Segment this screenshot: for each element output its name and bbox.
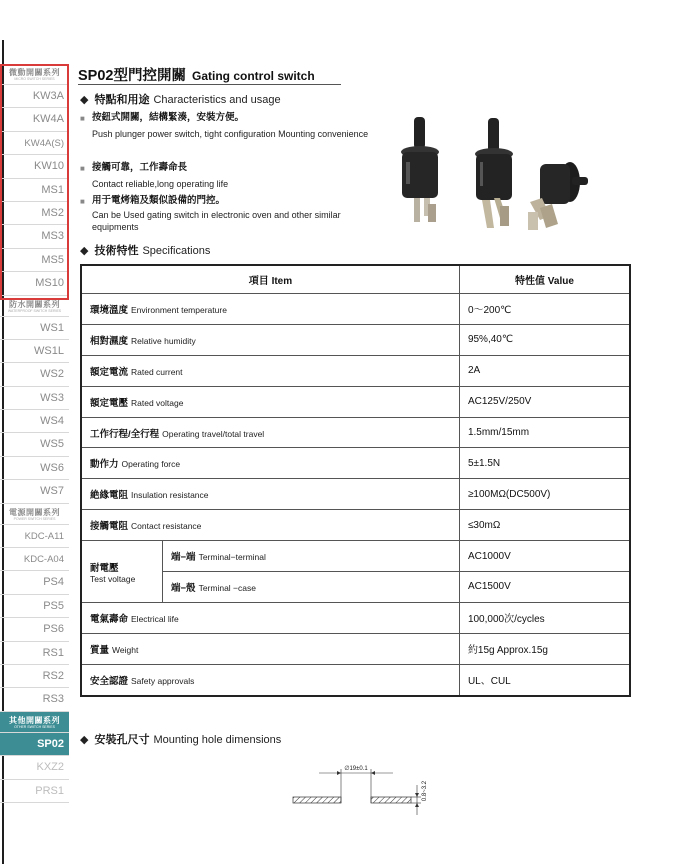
sidebar-item-ms3[interactable]: MS3 xyxy=(0,225,69,248)
param-value: AC125V/250V xyxy=(459,386,630,417)
table-row xyxy=(81,417,630,448)
sidebar-item-kw4a[interactable]: KW4A xyxy=(0,108,69,131)
section-title: 防水開關系列 xyxy=(9,299,60,309)
param-value: 1.5mm/15mm xyxy=(459,417,630,448)
section-subtitle: WATERPROOF SWITCH SERIES xyxy=(7,308,62,313)
param-zh: 安全認證 xyxy=(90,675,129,687)
section-title: 微動開關系列 xyxy=(9,68,60,77)
table-row xyxy=(81,355,630,386)
feature-item xyxy=(80,193,370,233)
sub-param-zh: 端−殼 xyxy=(171,582,196,594)
sidebar-item-ws6[interactable]: WS6 xyxy=(0,457,69,480)
param-zh: 耐電壓 xyxy=(90,562,119,574)
param-value: ≤30mΩ xyxy=(459,510,630,541)
sidebar-item-kdc-a04[interactable]: KDC-A04 xyxy=(0,548,69,571)
sidebar-item-ws7[interactable]: WS7 xyxy=(0,480,69,503)
param-value: 0～200℃ xyxy=(459,294,630,325)
feature-zh: 用于電烤箱及類似設備的門控。 xyxy=(92,195,226,206)
param-en: Weight xyxy=(112,644,139,655)
sidebar-item-ps4[interactable]: PS4 xyxy=(0,571,69,594)
section-subtitle: POWER SWITCH SERIES xyxy=(13,516,56,521)
feature-item xyxy=(80,160,370,192)
table-row xyxy=(81,633,630,664)
diamond-icon: ◆ xyxy=(80,734,89,746)
param-en: Safety approvals xyxy=(131,675,195,686)
param-zh: 額定電流 xyxy=(90,366,129,378)
param-zh: 接觸電阻 xyxy=(90,521,129,533)
diameter-dimension-label: ∅19±0.1 xyxy=(344,766,368,772)
heading-en: Specifications xyxy=(142,245,211,257)
sidebar-item-ps6[interactable]: PS6 xyxy=(0,618,69,641)
param-value: AC1000V xyxy=(459,541,630,572)
sub-param-en: Terminal −case xyxy=(198,582,256,593)
param-zh: 環境溫度 xyxy=(90,304,129,316)
feature-en: Contact reliable,long operating life xyxy=(92,179,229,189)
thickness-dimension-label: 0.8~3.2 xyxy=(422,780,428,802)
feature-en: Can be Used gating switch in electronic oven and other similar equipments xyxy=(92,210,341,232)
param-value: 100,000次/cycles xyxy=(459,602,630,633)
sidebar-item-kdc-a11[interactable]: KDC-A11 xyxy=(0,525,69,548)
sidebar-item-rs1[interactable]: RS1 xyxy=(0,642,69,665)
table-row xyxy=(81,294,630,325)
feature-item xyxy=(80,110,370,142)
heading-en: Characteristics and usage xyxy=(153,94,281,106)
feature-en: Push plunger power switch, tight configuration Mounting convenience xyxy=(92,129,369,139)
sub-param-en: Terminal−terminal xyxy=(198,552,266,563)
header-item: 項目 Item xyxy=(81,265,459,294)
sub-param-zh: 端−端 xyxy=(171,552,196,564)
table-header-row xyxy=(81,265,630,294)
heading-en: Mounting hole dimensions xyxy=(153,734,282,746)
sidebar-item-ps5[interactable]: PS5 xyxy=(0,595,69,618)
sidebar-item-kw10[interactable]: KW10 xyxy=(0,155,69,178)
sidebar-item-prs1[interactable]: PRS1 xyxy=(0,780,69,803)
title-underline xyxy=(78,84,341,85)
diamond-icon: ◆ xyxy=(80,245,89,257)
header-value: 特性值 Value xyxy=(459,265,630,294)
test-voltage-label xyxy=(81,541,163,603)
square-bullet-icon: ■ xyxy=(80,164,85,173)
param-value: 95%,40℃ xyxy=(459,324,630,355)
table-row xyxy=(81,479,630,510)
sidebar-item-kxz2[interactable]: KXZ2 xyxy=(0,756,69,779)
section-title: 電源開關系列 xyxy=(9,507,60,517)
table-row xyxy=(81,664,630,695)
page-title xyxy=(78,64,315,85)
title-en: Gating control switch xyxy=(191,69,315,83)
characteristics-heading xyxy=(80,90,281,108)
square-bullet-icon: ■ xyxy=(80,114,85,123)
param-value: UL、CUL xyxy=(459,664,630,695)
sidebar-item-ms10[interactable]: MS10 xyxy=(0,272,69,295)
sidebar-item-ws3[interactable]: WS3 xyxy=(0,387,69,410)
section-subtitle: MICRO SWITCH SERIES xyxy=(14,77,55,81)
param-value: 5±1.5N xyxy=(459,448,630,479)
mounting-hole-drawing xyxy=(285,755,435,820)
title-zh: SP02型門控開關 xyxy=(78,68,186,84)
param-en: Environment temperature xyxy=(131,304,227,315)
sidebar-item-kw3a[interactable]: KW3A xyxy=(0,85,69,108)
sidebar-item-ms5[interactable]: MS5 xyxy=(0,249,69,272)
table-row xyxy=(81,324,630,355)
sidebar-section-power[interactable] xyxy=(0,504,69,525)
table-row-test-voltage xyxy=(81,541,630,572)
feature-zh: 接觸可靠，工作壽命長 xyxy=(92,162,188,173)
param-en: Rated voltage xyxy=(131,397,184,408)
param-zh: 電氣壽命 xyxy=(90,613,129,625)
sidebar-item-ms2[interactable]: MS2 xyxy=(0,202,69,225)
square-bullet-icon: ■ xyxy=(80,197,85,206)
param-zh: 相對濕度 xyxy=(90,335,129,347)
param-zh: 絶緣電阻 xyxy=(90,490,129,502)
switch-side-view xyxy=(475,118,513,228)
switch-front-view xyxy=(401,117,439,222)
table-row xyxy=(81,510,630,541)
param-en: Rated current xyxy=(131,366,183,377)
section-title: 其他開關系列 xyxy=(9,715,60,725)
param-zh: 工作行程/全行程 xyxy=(90,428,160,440)
switch-angled-view xyxy=(528,162,588,230)
specifications-table xyxy=(80,264,631,697)
table-row xyxy=(81,386,630,417)
sidebar-item-ws4[interactable]: WS4 xyxy=(0,410,69,433)
param-en: Contact resistance xyxy=(131,521,202,532)
sidebar-section-other[interactable] xyxy=(0,712,69,733)
param-en: Insulation resistance xyxy=(131,490,209,501)
param-zh: 質量 xyxy=(90,644,110,656)
specifications-heading xyxy=(80,241,210,259)
feature-zh: 按鈕式開關，結構緊湊，安裝方便。 xyxy=(92,112,245,123)
table-row xyxy=(81,448,630,479)
table-row xyxy=(81,572,630,603)
diamond-icon: ◆ xyxy=(80,94,89,106)
sidebar-section-micro[interactable] xyxy=(0,64,69,85)
section-subtitle: OTHER SWITCH SERIES xyxy=(14,724,55,729)
param-en: Operating force xyxy=(121,459,181,470)
sidebar xyxy=(0,64,69,803)
param-zh: 動作力 xyxy=(90,459,119,471)
mounting-heading xyxy=(80,730,281,748)
param-en: Operating travel/total travel xyxy=(162,428,265,439)
heading-zh: 技術特性 xyxy=(94,245,139,257)
heading-zh: 安裝孔尺寸 xyxy=(94,734,150,746)
sidebar-item-rs2[interactable]: RS2 xyxy=(0,665,69,688)
param-en: Electrical life xyxy=(131,613,179,624)
param-value: 2A xyxy=(459,355,630,386)
param-value: AC1500V xyxy=(459,572,630,603)
sidebar-item-ws5[interactable]: WS5 xyxy=(0,433,69,456)
param-en: Relative humidity xyxy=(131,335,196,346)
sidebar-item-ms1[interactable]: MS1 xyxy=(0,179,69,202)
sidebar-item-sp02[interactable]: SP02 xyxy=(0,733,69,756)
sidebar-section-waterproof[interactable] xyxy=(0,296,69,317)
heading-zh: 特點和用途 xyxy=(94,94,150,106)
table-row xyxy=(81,602,630,633)
sidebar-item-ws1l[interactable]: WS1L xyxy=(0,340,69,363)
param-value: ≥100MΩ(DC500V) xyxy=(459,479,630,510)
sidebar-item-kw4a-s[interactable]: KW4A(S) xyxy=(0,132,69,155)
sidebar-item-rs3[interactable]: RS3 xyxy=(0,688,69,711)
param-value: 約15g Approx.15g xyxy=(459,633,630,664)
sidebar-item-ws1[interactable]: WS1 xyxy=(0,317,69,340)
product-photo xyxy=(390,112,590,242)
sidebar-item-ws2[interactable]: WS2 xyxy=(0,363,69,386)
param-zh: 額定電壓 xyxy=(90,397,129,409)
param-en: Test voltage xyxy=(90,573,136,584)
